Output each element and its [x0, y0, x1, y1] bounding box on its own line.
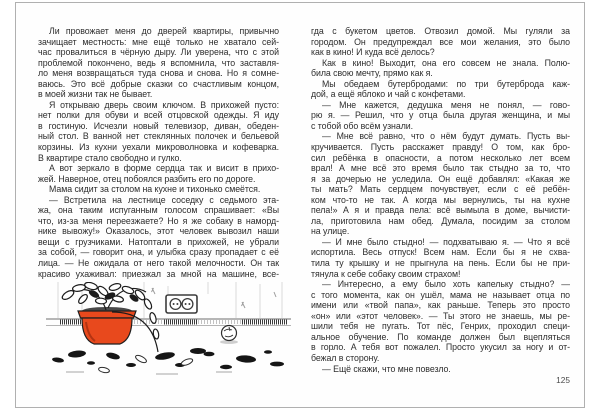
text-line: кручивается. Пусть расскажет правду! О том, как бро- [311, 142, 570, 153]
text-line: ваюсь. Это всё добрые сказки со счастливым концом, [38, 78, 279, 89]
spilled-plant-illustration [46, 282, 291, 380]
text-line: лица. — Не ожидала от него такой мелочности. Он так [38, 258, 279, 269]
text-line: Мама сидит за столом на кухне и тихонько смеётся. [49, 184, 261, 195]
text-line: час провалиться в чёрную дыру. Ли уверена, что с этой [38, 47, 279, 58]
text-line: ком что-то не так. А когда мы вернулись, ты на кухне [311, 194, 570, 205]
text-line: ный стол. В ванной нет стеклянных полочек и бельевой [38, 131, 279, 142]
text-line: что, из-за меня переезжаете? Но я же собаку в наморд- [38, 215, 279, 226]
text-line: ла, приготовила нам обед. Думала, посидим за столом [311, 215, 570, 226]
text-line: испортила. Весь отпуск! Всем нам. Если бы я не схва- [311, 247, 570, 258]
text-line: с того момента, как он ушёл, мама не называет отца по [311, 289, 570, 300]
text-line: Ли провожает меня до дверей квартиры, привычно [49, 26, 279, 36]
left-page-text [38, 26, 279, 279]
text-line: — Ещё скажи, что мне повезло. [322, 363, 451, 374]
text-line: красиво ухаживал: приезжал за мной на машине, все- [38, 268, 279, 279]
text-line: Я открываю дверь своим ключом. В прихожей пусто: [49, 99, 279, 110]
text-line: шили тебя не пугать. Тот пёс, Генрих, проходил специ- [311, 321, 570, 332]
text-line: врал! А мне всё это время было так стыдно за то, что [311, 163, 570, 174]
crumpled-ball [220, 326, 238, 345]
text-line: — Интересно, а ему было хоть капельку стыдно? — [322, 279, 570, 290]
text-line: Мы обедаем бутербродами: по три бутерброда каж- [322, 78, 570, 89]
text-line: корзины. Из кухни уехали микроволновка и кофеварка. [38, 142, 279, 153]
text-line: сил ребёнка в опасности, а потом несколько лет всем [311, 152, 570, 163]
outlet-icon [166, 295, 197, 313]
text-line: жа, она таким испуганным голосом спрашивает: «Вы [38, 205, 279, 216]
text-line: я за дочерью не уследила. Он ещё добавлял: «Какая же [311, 173, 570, 184]
text-line: тила ту крышку и не прыгнула на пень. Если бы не при- [311, 258, 570, 269]
text-line: в горло. А тебя вот пожалел. Просто укусил за ногу и от- [311, 342, 570, 353]
text-line: на улице. [311, 226, 350, 237]
text-line: альное обучение. По команде должен был вцепляться [311, 331, 570, 342]
text-line: А вот зеркало в форме сердца так и висит в прихо- [49, 163, 279, 174]
text-line: Как в кино! Выходит, она его совсем не знала. Полю- [322, 57, 570, 68]
text-line: в гостиную. Исчезли новый телевизор, диван, обеден- [38, 120, 279, 131]
text-line: рю я. — Решил, что у отца была другая женщина, и мы [311, 110, 570, 121]
right-page-text [311, 26, 570, 374]
text-line: — Мне всё равно, что о нём будут думать. Пусть вы- [322, 131, 570, 142]
text-line: била свою мечту, прямо как я. [311, 68, 433, 79]
text-line: ты мать? Мать сердцем почувствует, если с её ребён- [311, 184, 570, 195]
text-line: бежал в сторону. [311, 352, 380, 363]
text-line: — Встретила на лестнице соседку с седьмого эта- [49, 194, 279, 205]
text-line: нике вывожу!» Оказалось, этот человек вывозил наши [38, 226, 279, 237]
text-line: нет полки для обуви и всей отцовской одежды. Я иду [38, 110, 279, 121]
text-line: имени или «твой папа», как раньше. Теперь это просто [311, 300, 570, 311]
text-line: в моей жизни так не бывает. [38, 89, 153, 100]
text-line: зачищает местность: мне ещё только не хватало сей- [38, 36, 279, 47]
text-line: дой, а ещё яблоко и чай с конфетами. [311, 89, 466, 100]
text-line: — И мне было стыдно! — подхватываю я. — Что я всё [322, 236, 570, 247]
page-number: 125 [556, 375, 570, 385]
text-line: как в кино! И куда всё делось? [311, 47, 435, 58]
text-line: городом. Он предупреждал все мои желания, это было [311, 36, 570, 47]
text-line: за собой, — говорит она, и улыбка сразу пропадает с её [38, 247, 279, 258]
text-line: пела!» А я и правда пела: всё вымыла в доме, вычисти- [311, 205, 570, 216]
floor-debris [52, 348, 284, 374]
text-line: В квартире стало свободно и гулко. [38, 152, 182, 163]
flower-pot [78, 307, 136, 344]
text-line: жей. Наверное, отец побоялся разбить его по дороге. [38, 173, 256, 184]
text-line: ло меня возвращаться туда снова и снова. Но я сомне- [38, 68, 279, 79]
text-line: — Мне кажется, дедушка меня не понял, — гово- [322, 99, 570, 110]
text-line: с тобой обо всём узнали. [311, 120, 414, 131]
text-line: тянула к себе собаку своим страхом! [311, 268, 461, 279]
text-line: гда с букетом цветов. Отвозил домой. Мы гуляли за [311, 26, 570, 36]
text-line: вещи с грузчиками. Натоптали в прихожей, не убрали [38, 236, 279, 247]
text-line: проблемой покончено, ведь я вспомнила, что заставля- [38, 57, 279, 68]
text-line: «он» или «этот человек». — Ты этого не знаешь, мы ре- [311, 310, 570, 321]
book-spread [15, 2, 585, 408]
